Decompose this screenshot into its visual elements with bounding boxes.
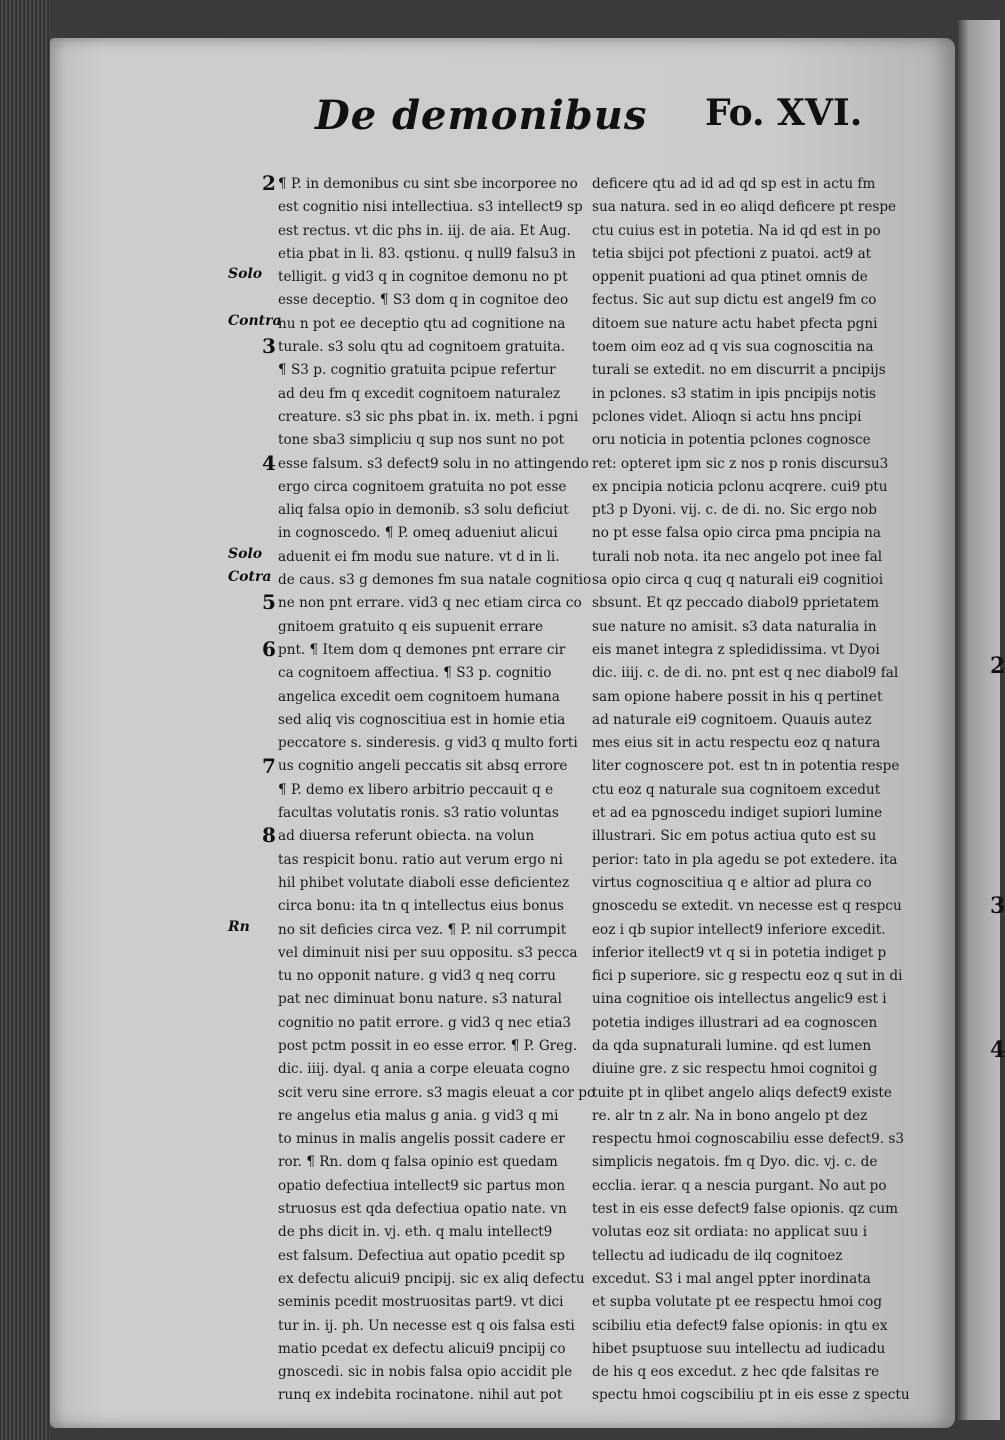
text-line: ca cognitoem affectiua. ¶ S3 p. cognitio: [278, 665, 552, 682]
text-line: sed aliq vis cognoscitiua est in homie etia: [278, 711, 566, 728]
text-line: gnoscedi. sic in nobis falsa opio accidit ple: [278, 1364, 573, 1381]
text-line: pnt. ¶ Item dom q demones pnt errare cir: [278, 641, 566, 658]
text-line: ror. ¶ Rn. dom q falsa opinio est quedam: [278, 1154, 558, 1171]
text-line: tellectu ad iudicadu de ilq cognitoez: [592, 1247, 843, 1264]
text-line: hibet psuptuose suu intellectu ad iudicadu: [592, 1340, 886, 1357]
text-line: opatio defectiua intellect9 sic partus mon: [278, 1177, 566, 1194]
text-line: tone sba3 simpliciu q sup nos sunt no pot: [278, 432, 565, 449]
text-line: ctu eoz q naturale sua cognitoem excedut: [592, 781, 881, 798]
text-line: re angelus etia malus g ania. g vid3 q mi: [278, 1107, 559, 1124]
text-line: oru noticia in potentia pclones cognosce: [592, 432, 871, 449]
text-line: hil phibet volutate diaboli esse deficientez: [278, 874, 570, 891]
text-line: ditoem sue nature actu habet pfecta pgni: [592, 315, 878, 332]
text-line: esse deceptio. ¶ S3 dom q in cognitoe deo: [278, 292, 569, 309]
text-line: circa bonu: ita tn q intellectus eius bonus: [278, 898, 564, 915]
facing-page-margin-number: 2: [990, 652, 1005, 679]
text-line: tu no opponit nature. g vid3 q neq corru: [278, 968, 556, 985]
text-line: uina cognitioe ois intellectus angelic9 est i: [592, 991, 887, 1008]
folio-number: Fo. XVI.: [705, 92, 863, 134]
text-line: liter cognoscere pot. est tn in potentia respe: [592, 758, 900, 775]
text-line: cognitio no patit errore. g vid3 q nec etia3: [278, 1014, 572, 1031]
text-line: seminis pcedit mostruositas part9. vt dici: [278, 1294, 564, 1311]
text-line: creature. s3 sic phs pbat in. ix. meth. i pgni: [278, 408, 579, 425]
text-line: de caus. s3 g demones fm sua natale cognitio: [278, 572, 592, 589]
text-line: pclones videt. Alioqn si actu hns pncipi: [592, 408, 862, 425]
margin-section-number: 7: [262, 753, 276, 778]
text-line: est rectus. vt dic phs in. iij. de aia. Et Aug.: [278, 222, 571, 239]
text-line: tas respicit bonu. ratio aut verum ergo ni: [278, 851, 563, 868]
text-line: perior: tato in pla agedu se pot extedere. ita: [592, 851, 898, 868]
text-line: fectus. Sic aut sup dictu est angel9 fm co: [592, 292, 877, 309]
text-line: to minus in malis angelis possit cadere er: [278, 1131, 565, 1148]
text-line: oppenit puationi ad qua ptinet omnis de: [592, 269, 868, 286]
facing-page-edge: [958, 20, 1000, 1420]
text-line: ne non pnt errare. vid3 q nec etiam circa co: [278, 595, 582, 612]
text-line: illustrari. Sic em potus actiua quto est su: [592, 828, 877, 845]
text-line: spectu hmoi cogscibiliu pt in eis esse z spectu: [592, 1387, 910, 1404]
text-line: ad deu fm q excedit cognitoem naturalez: [278, 385, 561, 402]
text-line: no pt esse falsa opio circa pma pncipia na: [592, 525, 881, 542]
text-line: ctu cuius est in potetia. Na id qd est in po: [592, 222, 881, 239]
text-line: etia pbat in li. 83. qstionu. q null9 falsu3 in: [278, 245, 576, 262]
text-line: toem oim eoz ad q vis sua cognoscitia na: [592, 339, 874, 356]
text-line: ex pncipia noticia pclonu acqrere. cui9 ptu: [592, 478, 888, 495]
text-line: et supba volutate pt ee respectu hmoi cog: [592, 1294, 883, 1311]
text-line: telligit. g vid3 q in cognitoe demonu no pt: [278, 269, 568, 286]
text-line: tetia sbijci pot pfectioni z puatoi. act9 at: [592, 245, 872, 262]
text-line: tuite pt in qlibet angelo aliqs defect9 existe: [592, 1084, 892, 1101]
text-line: angelica excedit oem cognitoem humana: [278, 688, 560, 705]
text-line: sbsunt. Et qz peccado diabol9 pprietatem: [592, 595, 880, 612]
text-line: ret: opteret ipm sic z nos p ronis discursu3: [592, 455, 889, 472]
margin-note: Cotra: [228, 569, 272, 586]
text-line: ex defectu alicui9 pncipij. sic ex aliq defectu: [278, 1270, 585, 1287]
margin-note: Contra: [228, 312, 282, 329]
margin-note: Solo: [228, 266, 263, 283]
margin-note: Solo: [228, 545, 263, 562]
text-line: potetia indiges illustrari ad ea cognoscen: [592, 1014, 878, 1031]
text-line: matio pcedat ex defectu alicui9 pncipij co: [278, 1340, 566, 1357]
book-fore-edge: [0, 0, 50, 1440]
text-line: sue nature no amisit. s3 data naturalia in: [592, 618, 877, 635]
text-line: da qda supnaturali lumine. qd est lumen: [592, 1037, 872, 1054]
text-line: pt3 p Dyoni. vij. c. de di. no. Sic ergo nob: [592, 502, 877, 519]
margin-section-number: 3: [262, 334, 276, 359]
text-line: scibiliu etia defect9 false opionis: in qtu ex: [592, 1317, 888, 1334]
text-line: turale. s3 solu qtu ad cognitoem gratuita.: [278, 339, 566, 356]
text-line: gnoscedu se extedit. vn necesse est q respcu: [592, 898, 902, 915]
text-line: re. alr tn z alr. Na in bono angelo pt dez: [592, 1107, 868, 1124]
text-line: post pctm possit in eo esse error. ¶ P. Greg.: [278, 1037, 578, 1054]
text-line: et ad ea pgnoscedu indiget supiori lumine: [592, 805, 883, 822]
text-line: scit veru sine errore. s3 magis eleuat a cor po: [278, 1084, 596, 1101]
text-line: dic. iiij. dyal. q ania a corpe eleuata cogno: [278, 1061, 570, 1078]
text-line: volutas eoz sit ordiata: no applicat suu i: [592, 1224, 868, 1241]
text-column-left: [278, 173, 596, 1408]
margin-section-number: 6: [262, 637, 276, 661]
text-line: eoz i qb supior intellect9 inferiore excedit.: [592, 921, 886, 938]
text-line: de his q eos excedut. z hec qde falsitas re: [592, 1364, 880, 1381]
running-title: De demonibus: [315, 92, 648, 139]
text-line: tur in. ij. ph. Un necesse est q ois falsa esti: [278, 1317, 575, 1334]
text-line: nu n pot ee deceptio qtu ad cognitione na: [278, 315, 566, 332]
text-line: fici p superiore. sic g respectu eoz q sut in di: [592, 968, 903, 985]
text-line: struosus est qda defectiua opatio nate. vn: [278, 1201, 567, 1218]
text-column-right: [592, 173, 910, 1408]
text-line: est falsum. Defectiua aut opatio pcedit sp: [278, 1247, 565, 1264]
text-line: deficere qtu ad id ad qd sp est in actu fm: [592, 176, 876, 192]
text-line: de phs dicit in. vj. eth. q malu intellect9: [278, 1224, 553, 1241]
margin-section-number: 8: [262, 823, 276, 848]
text-line: turali se extedit. no em discurrit a pncipijs: [592, 362, 886, 379]
text-line: vel diminuit nisi per suu oppositu. s3 pecca: [278, 944, 578, 961]
text-line: in pclones. s3 statim in ipis pncipijs notis: [592, 385, 877, 402]
text-line: ¶ S3 p. cognitio gratuita pcipue refertur: [278, 362, 556, 379]
text-line: ecclia. ierar. q a nescia purgant. No aut po: [592, 1177, 887, 1194]
text-line: test in eis esse defect9 false opionis. qz cum: [592, 1201, 899, 1218]
text-line: sua natura. sed in eo aliqd deficere pt respe: [592, 199, 897, 216]
text-line: respectu hmoi cognoscabiliu esse defect9. s3: [592, 1131, 905, 1148]
facing-page-margin-number: 4: [990, 1036, 1005, 1063]
text-line: pat nec diminuat bonu nature. s3 natural: [278, 991, 562, 1008]
text-line: inferior itellect9 vt q si in potetia indiget p: [592, 944, 887, 961]
text-line: facultas volutatis ronis. s3 ratio voluntas: [278, 805, 559, 822]
text-line: virtus cognoscitiua q e altior ad plura co: [592, 874, 872, 891]
text-line: mes eius sit in actu respectu eoz q natura: [592, 735, 881, 752]
text-line: gnitoem gratuito q eis supuenit errare: [278, 618, 544, 635]
text-line: diuine gre. z sic respectu hmoi cognitoi g: [592, 1061, 878, 1078]
text-line: esse falsum. s3 defect9 solu in no attingendo: [278, 455, 589, 472]
text-line: ad naturale ei9 cognitoem. Quauis autez: [592, 711, 872, 728]
text-line: sam opione habere possit in his q pertinet: [592, 688, 883, 705]
text-line: aliq falsa opio in demonib. s3 solu deficiut: [278, 502, 569, 519]
text-line: us cognitio angeli peccatis sit absq errore: [278, 758, 568, 775]
text-line: excedut. S3 i mal angel ppter inordinata: [592, 1270, 871, 1287]
text-line: est cognitio nisi intellectiua. s3 intellect9 sp: [278, 199, 583, 216]
text-line: ad diuersa referunt obiecta. na volun: [278, 828, 535, 845]
margin-note: Rn: [228, 918, 250, 935]
text-line: sa opio circa q cuq q naturali ei9 cognitioi: [592, 572, 884, 589]
text-line: turali nob nota. ita nec angelo pot inee fal: [592, 548, 883, 565]
text-line: aduenit ei fm modu sue nature. vt d in li.: [278, 548, 560, 565]
text-line: runq ex indebita rocinatone. nihil aut pot: [278, 1387, 563, 1404]
text-line: no sit deficies circa vez. ¶ P. nil corrumpit: [278, 921, 567, 938]
margin-section-number: 5: [262, 590, 276, 615]
text-line: in cognoscedo. ¶ P. omeq adueniut alicui: [278, 525, 558, 542]
text-line: ergo circa cognitoem gratuita no pot esse: [278, 478, 567, 495]
text-line: eis manet integra z spledidissima. vt Dyoi: [592, 641, 880, 658]
text-line: dic. iiij. c. de di. no. pnt est q nec diabol9 fal: [592, 665, 899, 682]
facing-page-margin-number: 3: [990, 892, 1005, 919]
text-line: simplicis negatois. fm q Dyo. dic. vj. c. de: [592, 1154, 878, 1171]
text-line: ¶ P. in demonibus cu sint sbe incorporee no: [278, 176, 578, 192]
text-line: peccatore s. sinderesis. g vid3 q multo forti: [278, 735, 578, 752]
text-line: ¶ P. demo ex libero arbitrio peccauit q e: [278, 781, 554, 798]
margin-section-number: 2: [262, 171, 276, 195]
margin-section-number: 4: [262, 450, 276, 475]
